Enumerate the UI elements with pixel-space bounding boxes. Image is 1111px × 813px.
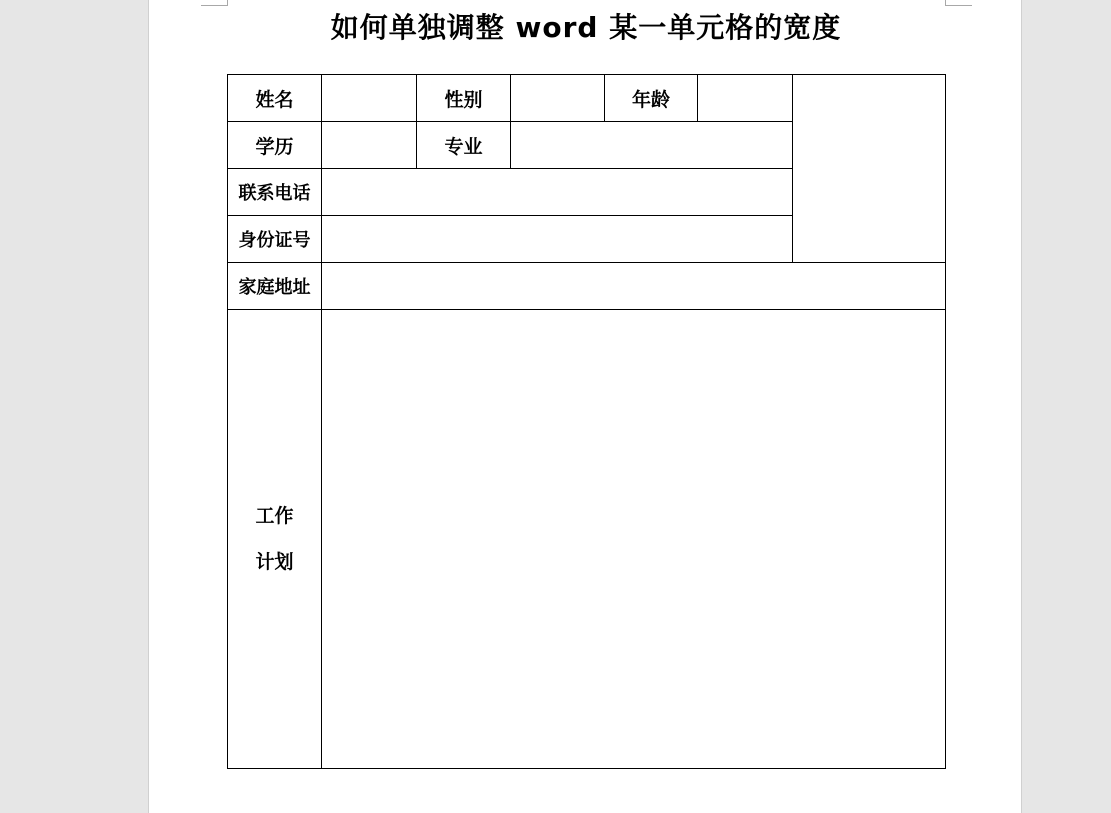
phone-label: 联系电话	[228, 169, 322, 216]
work-plan-label-line1: 工作	[255, 505, 294, 527]
document-page	[148, 0, 1022, 813]
home-address-label: 家庭地址	[228, 263, 322, 310]
major-value-cell[interactable]	[511, 122, 793, 169]
age-label: 年龄	[605, 75, 698, 122]
name-label: 姓名	[228, 75, 322, 122]
home-address-value-cell[interactable]	[322, 263, 946, 310]
gender-value-cell[interactable]	[511, 75, 605, 122]
work-plan-label	[228, 310, 322, 769]
id-number-label: 身份证号	[228, 216, 322, 263]
name-value-cell[interactable]	[322, 75, 417, 122]
table-row	[228, 263, 946, 310]
photo-cell[interactable]	[793, 75, 946, 263]
work-plan-label-line2: 计划	[255, 551, 294, 573]
registration-form-table	[227, 74, 946, 769]
table-row	[228, 75, 946, 122]
gender-label: 性别	[417, 75, 511, 122]
work-plan-value-cell[interactable]	[322, 310, 946, 769]
id-number-value-cell[interactable]	[322, 216, 793, 263]
table-row	[228, 310, 946, 769]
margin-corner-mark-right	[945, 0, 972, 6]
phone-value-cell[interactable]	[322, 169, 793, 216]
education-value-cell[interactable]	[322, 122, 417, 169]
major-label: 专业	[417, 122, 511, 169]
education-label: 学历	[228, 122, 322, 169]
age-value-cell[interactable]	[698, 75, 793, 122]
margin-corner-mark-left	[201, 0, 228, 6]
document-title: 如何单独调整 word 某一单元格的宽度	[330, 11, 842, 44]
